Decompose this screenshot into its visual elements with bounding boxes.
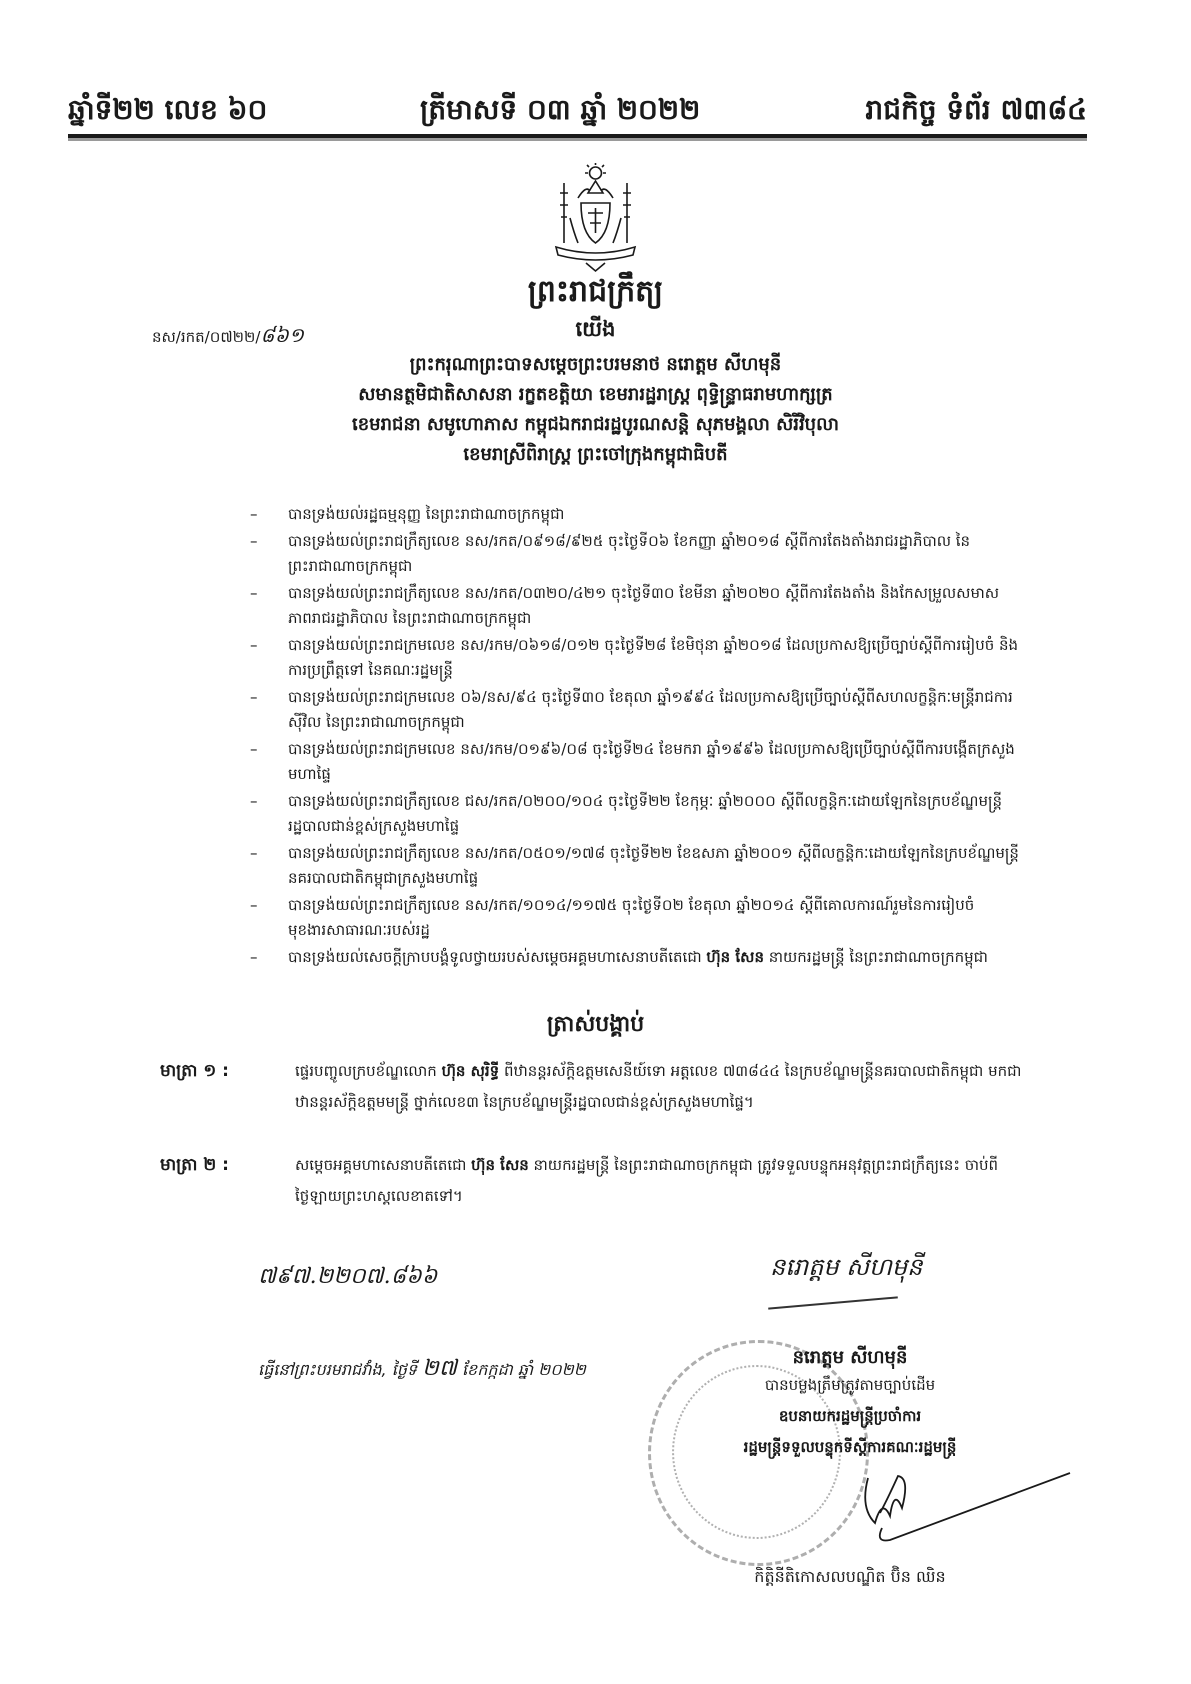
dash-bullet: – <box>250 687 258 706</box>
visa-list <box>250 502 1020 971</box>
visa-item: – បានទ្រង់យល់ព្រះរាជក្រមលេខ នស/រកម/០១៩៦/០៨ ចុះថ្ងៃទី២៤ ខែមករា ឆ្នាំ១៩៩៦ ដែលប្រកាសឱ្យប្រើច្បាប់ស្តីពីការបង្កើតក្រសួងមហាផ្ទៃ <box>250 737 1020 788</box>
signer-title-deputy-pm: ឧបនាយករដ្ឋមន្ត្រីប្រចាំការ <box>778 1407 922 1425</box>
visa-item: – បានទ្រង់យល់ព្រះរាជក្រឹត្យលេខ នស/រកត/០៩១៨/៩២៥ ចុះថ្ងៃទី០៦ ខែកញ្ញា ឆ្នាំ២០១៨ ស្តីពីការតែងតាំងរាជរដ្ឋាភិបាល នៃព្រះរាជាណាចក្រកម្ពុជា <box>250 529 1020 580</box>
article-2 <box>160 1150 1030 1212</box>
visa-item: – បានទ្រង់យល់ព្រះរាជក្រមលេខ នស/រកម/០៦១៨/០១២ ចុះថ្ងៃទី២៨ ខែមិថុនា ឆ្នាំ២០១៨ ដែលប្រកាសឱ្យប្រើច្បាប់ស្តីពីការរៀបចំ និងការប្រព្រឹត្តទៅ នៃគណៈរដ្ឋមន្ត្រី <box>250 633 1020 684</box>
we-heading: យើង <box>575 317 616 341</box>
article-1 <box>160 1056 1030 1118</box>
dash-bullet: – <box>250 635 258 654</box>
header-year-issue: ឆ្នាំទី២២ លេខ ៦០ <box>68 93 268 126</box>
dash-bullet: – <box>250 947 258 966</box>
signer-full-name: កិត្តិនីតិកោសលបណ្ឌិត ប៊ិន ឈិន <box>754 1567 946 1586</box>
dash-bullet: – <box>250 739 258 758</box>
article-body: ផ្ទេរបញ្ចូលក្របខ័ណ្ឌលោក ហ៊ុន សុរិទ្ធី ពីឋានន្តរស័ក្តិឧត្តមសេនីយ៍ទោ អត្តលេខ ៧៣៨៤៤ នៃក្របខ័ណ្ឌមន្ត្រីនគរបាលជាតិកម្ពុជា មកជាឋានន្តរស័ក្តិឧត្តមមន្ត្រី ថ្នាក់លេខ៣ នៃក្របខ័ណ្ឌមន្ត្រីរដ្ឋបាលជាន់ខ្ពស់ក្រសួងមហាផ្ទៃ។ <box>295 1062 1022 1111</box>
minister-signature-icon <box>820 1468 1080 1548</box>
royal-signature: នរោត្តម សីហមុនី <box>770 1253 923 1281</box>
section-title-decrees: ត្រាស់បង្គាប់ <box>546 1012 645 1037</box>
article-label: មាត្រា ១ : <box>160 1061 229 1081</box>
certified-copy-line: បានបម្លងត្រឹមត្រូវតាមច្បាប់ដើម <box>764 1376 936 1394</box>
visa-item: – បានទ្រង់យល់ព្រះរាជក្រឹត្យលេខ នស/រកត/០៥០១/១៧៨ ចុះថ្ងៃទី២២ ខែឧសភា ឆ្នាំ២០០១ ស្តីពីលក្ខន្តិកៈដោយឡែកនៃក្របខ័ណ្ឌមន្ត្រីនគរបាលជាតិកម្ពុជាក្រសួងមហាផ្ទៃ <box>250 841 1020 892</box>
prime-minister-name: ហ៊ុន សែន <box>471 1156 529 1174</box>
header-quarter-date: ត្រីមាសទី ០៣ ឆ្នាំ ២០២២ <box>420 93 701 126</box>
visa-item: – បានទ្រង់យល់ព្រះរាជក្រឹត្យលេខ នស/រកត/០៣២០/៤២១ ចុះថ្ងៃទី៣០ ខែមីនា ឆ្នាំ២០២០ ស្តីពីការតែងតាំង និងកែសម្រួលសមាសភាពរាជរដ្ឋាភិបាល នៃព្រះរាជាណាចក្រកម្ពុជា <box>250 581 1020 632</box>
signing-date: ធ្វើនៅព្រះបរមរាជវាំង, ថ្ងៃទី ២៧ ខែកក្កដា ឆ្នាំ ២០២២ <box>258 1356 586 1381</box>
dash-bullet: – <box>250 505 258 523</box>
visa-item: – បានទ្រង់យល់សេចក្តីក្រាបបង្គំទូលថ្វាយរបស់សម្តេចអគ្គមហាសេនាបតីតេជោ ហ៊ុន សែន នាយករដ្ឋមន្ត្រី នៃព្រះរាជាណាចក្រកម្ពុជា <box>250 945 1020 971</box>
dash-bullet: – <box>250 531 258 550</box>
visa-item: – បានទ្រង់យល់ព្រះរាជក្រឹត្យលេខ ជស/រកត/០២០០/១០៤ ចុះថ្ងៃទី២២ ខែកុម្ភៈ ឆ្នាំ២០០០ ស្តីពីលក្ខន្តិកៈដោយឡែកនៃក្របខ័ណ្ឌមន្ត្រីរដ្ឋបាលជាន់ខ្ពស់ក្រសួងមហាផ្ទៃ <box>250 789 1020 840</box>
reference-printed: នស/រកត/០៧២២/ <box>152 328 261 346</box>
signer-title-minister: រដ្ឋមន្ត្រីទទួលបន្ទុកទីស្តីការគណៈរដ្ឋមន្ត្រី <box>743 1438 957 1456</box>
visa-item: – បានទ្រង់យល់ព្រះរាជក្រមលេខ ០៦/នស/៩៤ ចុះថ្ងៃទី៣០ ខែតុលា ឆ្នាំ១៩៩៤ ដែលប្រកាសឱ្យប្រើច្បាប់ស្តីពីសហលក្ខន្តិកៈមន្ត្រីរាជការស៊ីវិល នៃព្រះរាជាណាចក្រកម្ពុជា <box>250 685 1020 736</box>
royal-titles <box>0 350 1191 470</box>
handwritten-registration-number: ៧៩៧.២២០៧.៨៦៦ <box>258 1264 438 1289</box>
gazette-header <box>60 88 1095 138</box>
document-title: ព្រះរាជក្រឹត្យ <box>527 274 664 309</box>
royal-title-line: ខេមរាស្រីពិរាស្ត្រ ព្រះចៅក្រុងកម្ពុជាធិបតី <box>463 444 728 465</box>
person-name: ហ៊ុន សុរិទ្ធី <box>441 1062 500 1080</box>
royal-coat-of-arms-icon <box>548 163 643 273</box>
article-body: សម្តេចអគ្គមហាសេនាបតីតេជោ ហ៊ុន សែន នាយករដ្ឋមន្ត្រី នៃព្រះរាជាណាចក្រកម្ពុជា ត្រូវទទួលបន្ទុកអនុវត្តព្រះរាជក្រឹត្យនេះ ចាប់ពីថ្ងៃឡាយព្រះហស្តលេខាតទៅ។ <box>295 1156 999 1205</box>
signer-name: នរោត្តម សីហមុនី <box>792 1347 908 1368</box>
visa-item: – បានទ្រង់យល់ព្រះរាជក្រឹត្យលេខ នស/រកត/១០១៤/១១៧៥ ចុះថ្ងៃទី០២ ខែតុលា ឆ្នាំ២០១៤ ស្តីពីគោលការណ៍រួមនៃការរៀបចំមុខងារសាធារណៈរបស់រដ្ឋ <box>250 893 1020 944</box>
header-gazette-page: រាជកិច្ច ទំព័រ ៧៣៨៤ <box>865 93 1087 126</box>
dash-bullet: – <box>250 791 258 810</box>
header-rule-shadow <box>68 138 1087 141</box>
royal-title-line: សមានត្ថមិជាតិសាសនា រក្ខតខត្តិយា ខេមរារដ្ឋរាស្ត្រ ពុទ្ធិន្ទ្រាធរាមហាក្សត្រ <box>358 384 833 405</box>
handwritten-day: ២៧ <box>422 1356 457 1381</box>
dash-bullet: – <box>250 843 258 862</box>
reference-handwritten: ៨៦១ <box>260 323 304 347</box>
royal-title-line: ខេមរាជនា សមូហោភាស កម្ពុជឯករាជរដ្ឋបូរណសន្តិ សុភមង្គលា សិរីវិបុលា <box>352 414 839 435</box>
dash-bullet: – <box>250 895 258 914</box>
royal-title-line: ព្រះករុណាព្រះបាទសម្តេចព្រះបរមនាថ នរោត្តម សីហមុនី <box>409 354 782 375</box>
visa-item: – បានទ្រង់យល់រដ្ឋធម្មនុញ្ញ នៃព្រះរាជាណាចក្រកម្ពុជា <box>250 502 1020 528</box>
article-label: មាត្រា ២ : <box>160 1155 229 1175</box>
dash-bullet: – <box>250 583 258 602</box>
signature-underline <box>768 1296 898 1309</box>
prime-minister-name: ហ៊ុន សែន <box>706 947 764 966</box>
